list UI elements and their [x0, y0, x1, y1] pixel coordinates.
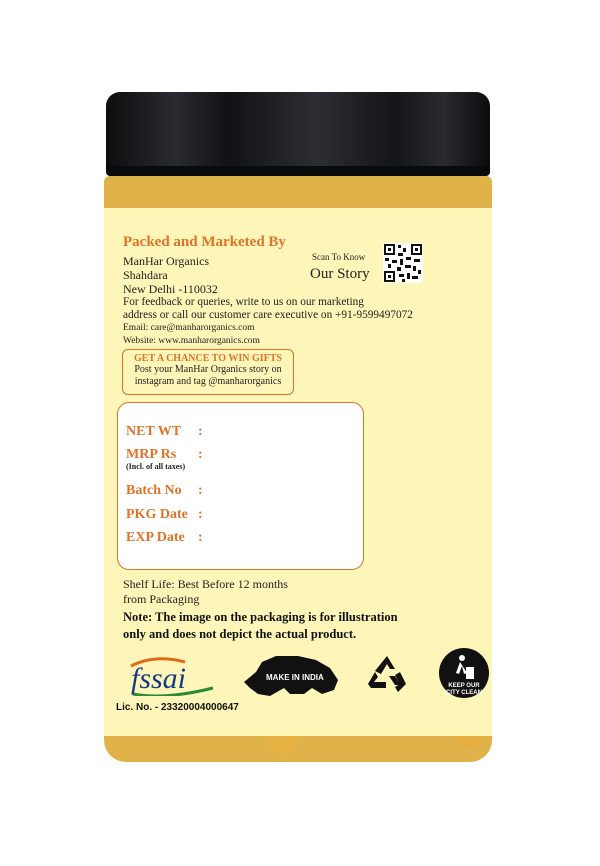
company-city: New Delhi -110032	[123, 282, 218, 296]
jar-lid	[106, 92, 490, 172]
website-text: Website: www.manharorganics.com	[123, 336, 260, 346]
pkg-date-label: PKG Date	[126, 507, 188, 522]
email-text: Email: care@manharorganics.com	[123, 323, 255, 333]
net-wt-colon: :	[198, 424, 203, 439]
batch-colon: :	[198, 483, 203, 498]
our-story-text: Our Story	[310, 266, 370, 282]
exp-date-colon: :	[198, 530, 203, 545]
packed-heading: Packed and Marketed By	[123, 234, 286, 250]
gift-title: GET A CHANCE TO WIN GIFTS	[134, 353, 282, 364]
shelf-life-line-1: Shelf Life: Best Before 12 months	[123, 577, 288, 591]
mrp-label: MRP Rs	[126, 447, 177, 462]
mrp-tax-note: (Incl. of all taxes)	[126, 462, 186, 471]
scan-text: Scan To Know	[312, 252, 366, 262]
gift-line-2: instagram and tag @manharorganics	[134, 376, 282, 387]
keep-clean-line-1: KEEP OUR	[448, 683, 480, 689]
qr-code-icon[interactable]	[383, 243, 423, 283]
company-name: ManHar Organics	[123, 254, 210, 268]
keep-clean-line-2: CITY CLEAN	[446, 690, 482, 696]
company-area: Shahdara	[123, 268, 168, 282]
note-line-1: Note: The image on the packaging is for illustration	[123, 610, 398, 624]
keep-city-clean-icon	[438, 647, 490, 699]
make-in-india-text: MAKE IN INDIA	[266, 673, 324, 682]
exp-date-label: EXP Date	[126, 530, 185, 545]
jar-lid-ring	[106, 166, 490, 176]
feedback-line-2: address or call our customer care executive on +91-9599497072	[123, 309, 413, 321]
gift-promo-box	[122, 349, 294, 395]
make-in-india-lion-icon	[240, 652, 342, 698]
license-number: Lic. No. - 23320004000647	[116, 702, 239, 713]
batch-label: Batch No	[126, 483, 182, 498]
recycle-icon	[365, 654, 409, 694]
shelf-life-line-2: from Packaging	[123, 592, 200, 606]
feedback-line-1: For feedback or queries, write to us on our marketing	[123, 296, 364, 308]
fssai-logo-icon	[125, 652, 220, 696]
gift-line-1: Post your ManHar Organics story on	[134, 364, 282, 375]
net-wt-label: NET WT	[126, 424, 182, 439]
mrp-colon: :	[198, 447, 203, 462]
note-line-2: only and does not depict the actual product.	[123, 627, 357, 641]
pkg-date-colon: :	[198, 507, 203, 522]
fssai-text: fssai	[131, 662, 187, 695]
